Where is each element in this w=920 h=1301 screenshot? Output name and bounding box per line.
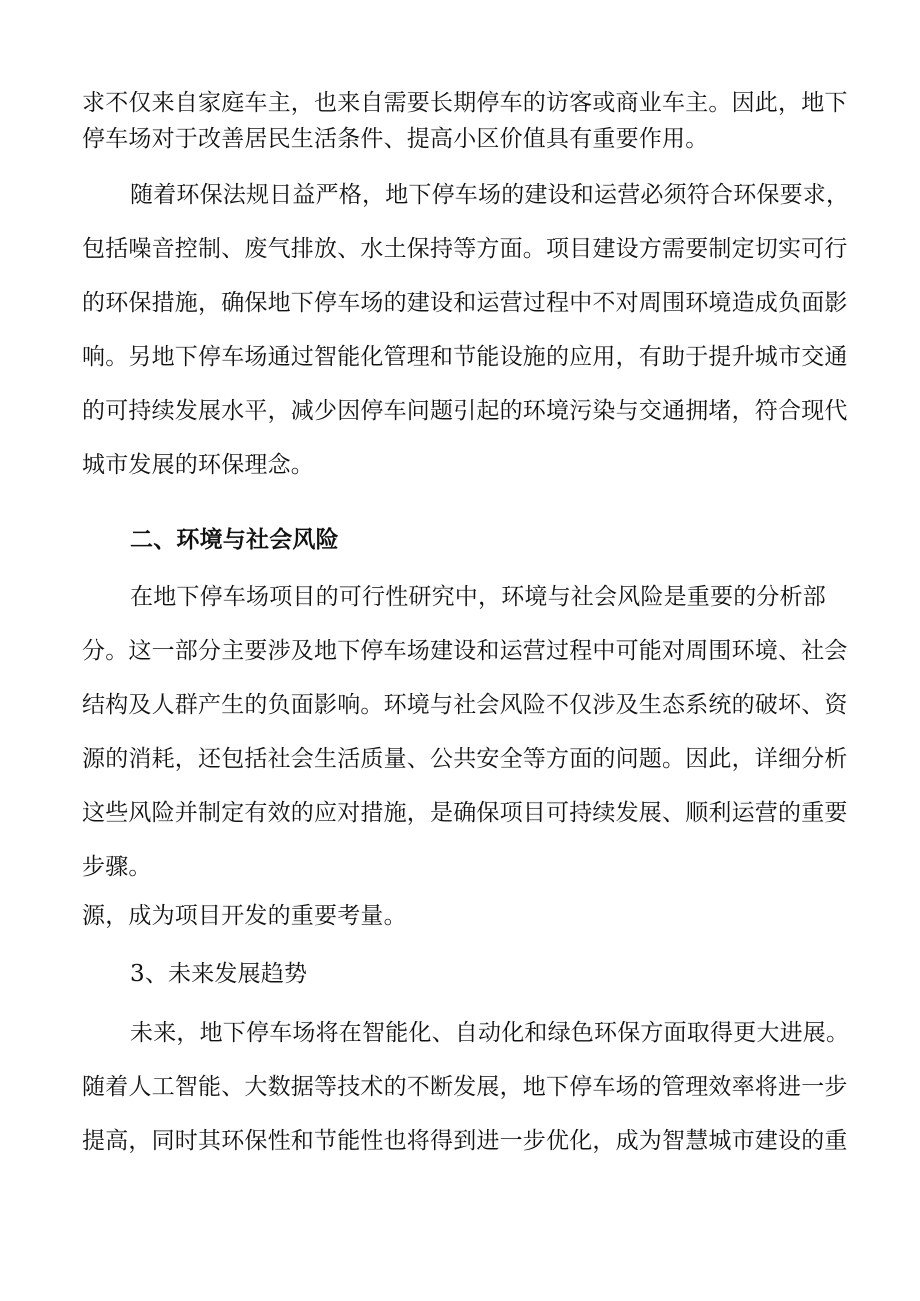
paragraph-5-line-2: 随着人工智能、大数据等技术的不断发展，地下停车场的管理效率将进一步 (82, 1074, 848, 1100)
paragraph-3-line-5: 这些风险并制定有效的应对措施，是确保项目可持续发展、顺利运营的重要 (82, 800, 848, 826)
paragraph-2-line-5: 的可持续发展水平，减少因停车问题引起的环境污染与交通拥堵，符合现代 (82, 398, 848, 424)
section-heading-2: 二、环境与社会风险 (130, 526, 339, 553)
paragraph-2-line-6: 城市发展的环保理念。 (82, 452, 314, 478)
paragraph-2-line-2: 包括噪音控制、废气排放、水土保持等方面。项目建设方需要制定切实可行 (82, 236, 848, 262)
paragraph-5-line-3: 提高，同时其环保性和节能性也将得到进一步优化，成为智慧城市建设的重 (82, 1128, 848, 1154)
paragraph-3-line-3: 结构及人群产生的负面影响。环境与社会风险不仅涉及生态系统的破坏、资 (82, 692, 848, 718)
section-heading-3: 3、未来发展趋势 (130, 961, 308, 987)
paragraph-2-line-3: 的环保措施，确保地下停车场的建设和运营过程中不对周围环境造成负面影 (82, 290, 848, 316)
paragraph-3-line-2: 分。这一部分主要涉及地下停车场建设和运营过程中可能对周围环境、社会 (82, 638, 848, 664)
paragraph-3-line-6: 步骤。 (82, 854, 152, 880)
paragraph-3-line-1: 在地下停车场项目的可行性研究中，环境与社会风险是重要的分析部 (130, 584, 826, 610)
paragraph-1-line-2: 停车场对于改善居民生活条件、提高小区价值具有重要作用。 (82, 126, 709, 152)
paragraph-3-line-4: 源的消耗，还包括社会生活质量、公共安全等方面的问题。因此，详细分析 (82, 746, 848, 772)
paragraph-2-line-4: 响。另地下停车场通过智能化管理和节能设施的应用，有助于提升城市交通 (82, 344, 848, 370)
paragraph-4-line-1: 源，成为项目开发的重要考量。 (82, 903, 407, 929)
paragraph-5-line-1: 未来，地下停车场将在智能化、自动化和绿色环保方面取得更大进展。 (130, 1020, 850, 1046)
paragraph-1-line-1: 求不仅来自家庭车主，也来自需要长期停车的访客或商业车主。因此，地下 (82, 90, 848, 116)
paragraph-2-line-1: 随着环保法规日益严格，地下停车场的建设和运营必须符合环保要求， (130, 182, 850, 208)
